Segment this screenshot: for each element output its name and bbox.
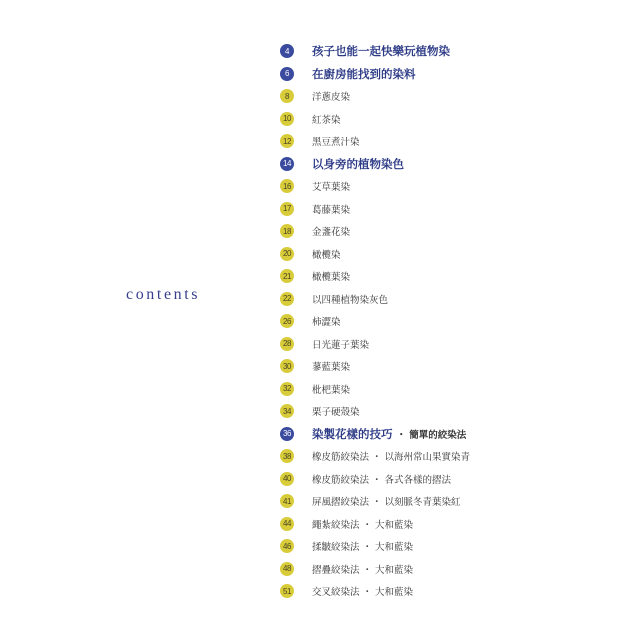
page-number-badge: 4: [280, 44, 294, 58]
page-number-badge: 36: [280, 427, 294, 441]
page-number-badge: 51: [280, 584, 294, 598]
section-title: [312, 66, 416, 82]
page-number-badge: 32: [280, 382, 294, 396]
section-title: [312, 156, 404, 172]
page-number-badge: 16: [280, 179, 294, 193]
page-number-badge: 21: [280, 269, 294, 283]
toc-entry: [280, 423, 620, 446]
entry-title: [312, 472, 451, 486]
entry-title: [312, 539, 413, 553]
page-number-badge: 34: [280, 404, 294, 418]
toc-entry: [280, 310, 620, 333]
entry-title: [312, 337, 369, 351]
page-number-badge: 14: [280, 157, 294, 171]
contents-heading: contents: [126, 286, 201, 303]
toc-entry: [280, 63, 620, 86]
page-number-badge: 44: [280, 517, 294, 531]
page-number-badge: 17: [280, 202, 294, 216]
entry-title: [312, 517, 413, 531]
toc-entry: [280, 40, 620, 63]
entry-title: [312, 562, 413, 576]
entry-title: [312, 224, 350, 238]
toc-entry: [280, 85, 620, 108]
entry-label: 葛藤葉染: [312, 204, 351, 216]
section-title: [312, 43, 450, 59]
entry-title: [312, 247, 341, 261]
toc-entry: [280, 580, 620, 603]
page-number-badge: 38: [280, 449, 294, 463]
page-number-badge: 26: [280, 314, 294, 328]
entry-title: [312, 179, 350, 193]
entry-label: 以四種植物染灰色: [312, 294, 389, 306]
entry-label: 橄欖葉染: [312, 272, 351, 284]
toc-entry: [280, 445, 620, 468]
entry-label: 以身旁的植物染色: [312, 156, 404, 171]
page-number-badge: 22: [280, 292, 294, 306]
toc-entry: [280, 535, 620, 558]
toc-entry: [280, 153, 620, 176]
page-number-badge: 46: [280, 539, 294, 553]
page-number-badge: 30: [280, 359, 294, 373]
entry-title: [312, 269, 350, 283]
entry-subtitle: ・ 簡單的絞染法: [396, 429, 467, 441]
page-number-badge: 40: [280, 472, 294, 486]
entry-title: [312, 404, 360, 418]
entry-title: [312, 359, 350, 373]
entry-label: 繩紮絞染法 ・ 大和藍染: [312, 519, 414, 531]
table-of-contents: [280, 40, 620, 603]
entry-label: 孩子也能一起快樂玩植物染: [312, 44, 450, 59]
toc-entry: [280, 378, 620, 401]
entry-title: [312, 89, 350, 103]
toc-entry: [280, 355, 620, 378]
toc-entry: [280, 265, 620, 288]
toc-entry: [280, 468, 620, 491]
entry-title: [312, 449, 470, 463]
entry-title: [312, 292, 388, 306]
entry-label: 金盞花染: [312, 227, 351, 239]
toc-entry: [280, 288, 620, 311]
entry-label: 栗子硬殼染: [312, 407, 360, 419]
toc-entry: [280, 558, 620, 581]
toc-entry: [280, 513, 620, 536]
entry-title: [312, 382, 350, 396]
page-number-badge: 28: [280, 337, 294, 351]
entry-title: [312, 134, 360, 148]
toc-entry: [280, 108, 620, 131]
entry-label: 橡皮筋絞染法 ・ 各式各樣的摺法: [312, 474, 452, 486]
entry-label: 揉皺絞染法 ・ 大和藍染: [312, 542, 414, 554]
page-number-badge: 48: [280, 562, 294, 576]
page-number-badge: 18: [280, 224, 294, 238]
page-number-badge: 6: [280, 67, 294, 81]
entry-label: 在廚房能找到的染料: [312, 66, 416, 81]
entry-label: 橡皮筋絞染法 ・ 以海州常山果實染青: [312, 452, 471, 464]
toc-entry: [280, 400, 620, 423]
entry-title: [312, 202, 350, 216]
entry-label: 洋蔥皮染: [312, 92, 351, 104]
entry-title: [312, 584, 413, 598]
page-number-badge: 12: [280, 134, 294, 148]
entry-label: 屏風摺絞染法 ・ 以刻脈冬青葉染紅: [312, 497, 461, 509]
entry-label: 紅茶染: [312, 114, 341, 126]
entry-label: 艾草葉染: [312, 182, 351, 194]
entry-label: 柿澀染: [312, 317, 341, 329]
toc-entry: [280, 490, 620, 513]
toc-entry: [280, 198, 620, 221]
entry-title: [312, 314, 341, 328]
toc-entry: [280, 333, 620, 356]
entry-label: 枇杷葉染: [312, 384, 351, 396]
page-number-badge: 8: [280, 89, 294, 103]
entry-label: 蓼藍葉染: [312, 362, 351, 374]
entry-label: 日光蓮子葉染: [312, 339, 370, 351]
page-number-badge: 41: [280, 494, 294, 508]
entry-title: [312, 112, 341, 126]
page-number-badge: 10: [280, 112, 294, 126]
entry-label: 交叉絞染法 ・ 大和藍染: [312, 587, 414, 599]
toc-entry: [280, 130, 620, 153]
entry-title: [312, 494, 461, 508]
entry-label: 摺疊絞染法 ・ 大和藍染: [312, 564, 414, 576]
entry-label: 染製花樣的技巧: [312, 426, 393, 441]
entry-label: 黑豆煮汁染: [312, 137, 360, 149]
toc-entry: [280, 243, 620, 266]
entry-label: 橄欖染: [312, 249, 341, 261]
toc-entry: [280, 220, 620, 243]
page-number-badge: 20: [280, 247, 294, 261]
toc-entry: [280, 175, 620, 198]
section-title: [312, 426, 466, 442]
